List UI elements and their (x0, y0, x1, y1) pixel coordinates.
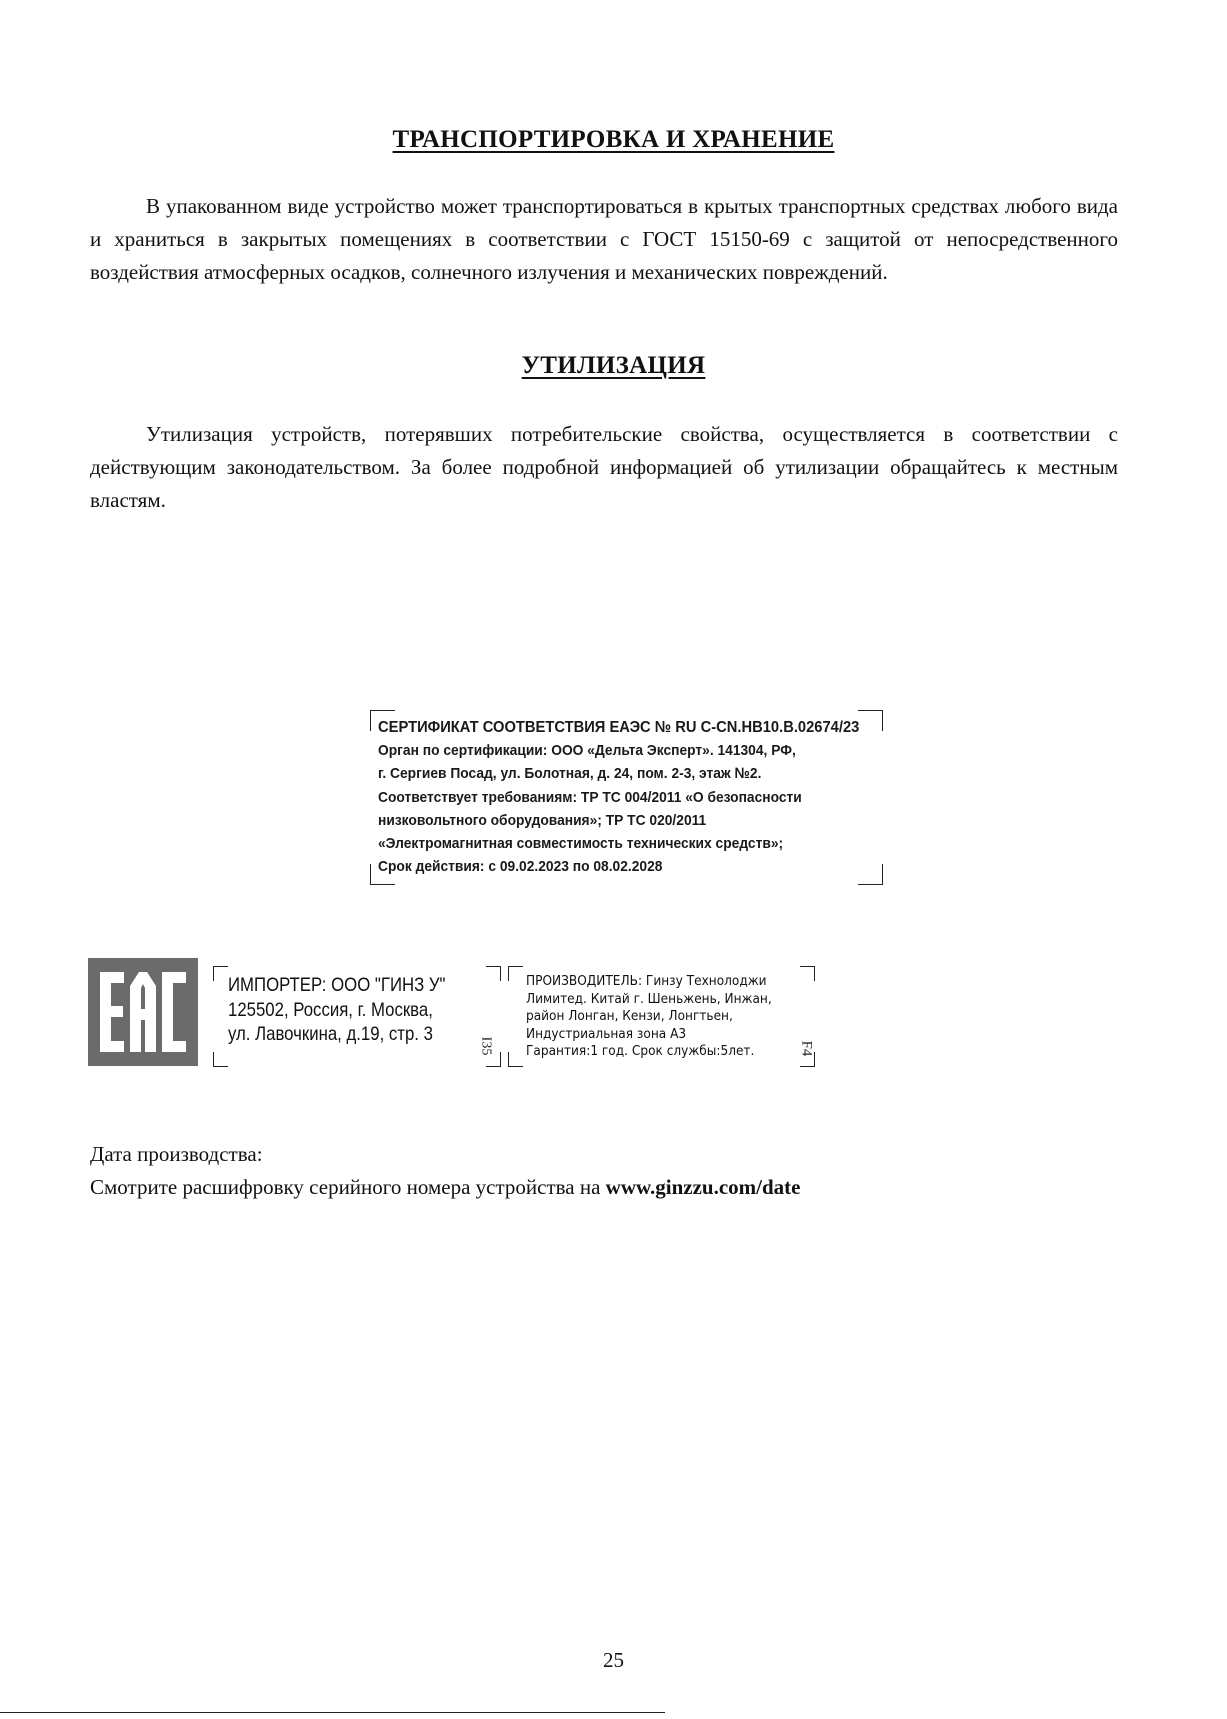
manufacturer-line: Лимитед. Китай г. Шеньжень, Инжан, (526, 990, 772, 1007)
manufacturer-code: F4 (798, 1040, 815, 1057)
page-number: 25 (603, 1648, 624, 1672)
serial-info-link[interactable]: www.ginzzu.com/date (605, 1175, 801, 1199)
manufacturer-block (526, 973, 772, 1061)
corner-mark (213, 966, 228, 981)
paragraph-transport: В упакованном виде устройство может транспортироваться в крытых транспортных средствах любого вида и храниться в закрытых помещениях в соответствии с ГОСТ 15150-69 с защитой от непосредственного воздействия атмосферных осадков, солнечного излучения и механических повреждений. (90, 194, 1118, 284)
section-title-transport: ТРАНСПОРТИРОВКА И ХРАНЕНИЕ (392, 126, 835, 153)
certificate-block (378, 716, 860, 878)
section-title-disposal: УТИЛИЗАЦИЯ (521, 352, 706, 379)
corner-mark (213, 1052, 228, 1067)
corner-mark (858, 710, 883, 731)
certificate-line: низковольтного оборудования»; ТР ТС 020/2011 (378, 811, 707, 829)
importer-line: 125502, Россия, г. Москва, (228, 998, 433, 1021)
manufacturer-line: район Лонган, Кензи, Лонгтьен, (526, 1008, 733, 1024)
importer-block (228, 973, 446, 1047)
manufacturer-line: ПРОИЗВОДИТЕЛЬ: Гинзу Технолоджи (526, 973, 767, 989)
footer-divider (0, 1712, 665, 1713)
eac-logo-icon (88, 958, 198, 1066)
corner-mark (508, 966, 523, 981)
certificate-line: г. Сергиев Посад, ул. Болотная, д. 24, пом. 2-3, этаж №2. (378, 765, 762, 783)
certificate-line: «Электромагнитная совместимость технических средств»; (378, 835, 784, 853)
certificate-line: Срок действия: с 09.02.2023 по 08.02.2028 (378, 858, 663, 876)
production-date-label: Дата производства: (90, 1142, 263, 1166)
certificate-line: Соответствует требованиям: ТР ТС 004/2011 «О безопасности (378, 788, 802, 806)
paragraph-disposal: Утилизация устройств, потерявших потребительские свойства, осуществляется в соответствии с действующим законодательством. За более подробной информацией об утилизации обращайтесь к местным властям. (90, 422, 1118, 512)
importer-line: ИМПОРТЕР: ООО "ГИНЗ У" (228, 974, 446, 996)
serial-info-text: Смотрите расшифровку серийного номера устройства на (90, 1175, 606, 1199)
manufacturer-line: Индустриальная зона А3 (526, 1025, 687, 1042)
importer-line: ул. Лавочкина, д.19, стр. 3 (228, 1023, 433, 1045)
serial-info-line (90, 1175, 800, 1200)
corner-mark (486, 966, 501, 981)
certificate-title: СЕРТИФИКАТ СООТВЕТСТВИЯ ЕАЭС № RU C-CN.HB10.B.02674/23 (378, 719, 860, 736)
corner-mark (800, 966, 815, 981)
certificate-line: Орган по сертификации: ООО «Дельта Эксперт». 141304, РФ, (378, 742, 796, 760)
corner-mark (508, 1052, 523, 1067)
importer-code: I35 (478, 1036, 494, 1056)
corner-mark (858, 864, 883, 885)
manufacturer-line: Гарантия:1 год. Срок службы:5лет. (526, 1043, 755, 1059)
